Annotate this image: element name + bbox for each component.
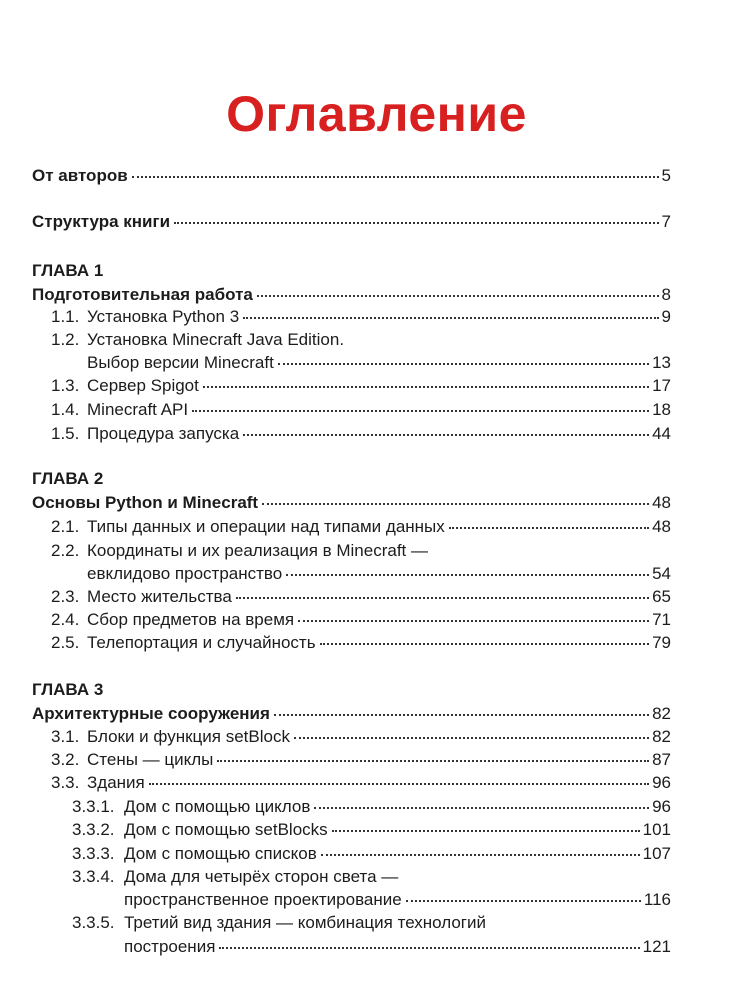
dot-leader	[217, 758, 649, 762]
section-number: 3.3.2.	[72, 820, 115, 839]
dot-leader	[219, 945, 639, 949]
toc-section-1-3[interactable]	[51, 375, 671, 397]
dot-leader	[332, 828, 640, 832]
toc-section-2-2-cont[interactable]	[87, 563, 671, 585]
dot-leader	[132, 174, 659, 178]
toc-subsection-3-3-2[interactable]	[72, 819, 671, 841]
section-label-continuation: Выбор версии Minecraft	[87, 353, 274, 372]
toc-page-number: 54	[652, 564, 671, 583]
toc-section-3-1[interactable]	[51, 726, 671, 748]
section-label: Координаты и их реализация в Minecraft —	[87, 541, 429, 560]
section-number: 3.3.3.	[72, 844, 115, 863]
toc-page-number: 87	[652, 750, 671, 769]
toc-page-number: 65	[652, 587, 671, 606]
dot-leader	[320, 641, 649, 645]
toc-page-number: 101	[642, 820, 671, 839]
toc-page-number: 18	[652, 400, 671, 419]
toc-page-number: 96	[652, 797, 671, 816]
section-number: 2.5.	[51, 633, 80, 652]
toc-page-number: 82	[652, 727, 671, 746]
chapter-heading: ГЛАВА 2	[32, 469, 104, 488]
toc-page-number: 5	[661, 166, 671, 185]
toc-page-number: 7	[661, 212, 671, 231]
page-title: Оглавление	[226, 86, 527, 142]
toc-section-1-2-cont[interactable]	[87, 352, 671, 374]
toc-section-2-4[interactable]	[51, 609, 671, 631]
section-number: 3.3.5.	[72, 913, 115, 932]
dot-leader	[174, 220, 659, 224]
section-label-continuation: евклидово пространство	[87, 564, 283, 583]
toc-page-number: 82	[652, 704, 671, 723]
section-label: Здания	[87, 773, 145, 792]
toc-page-number: 107	[642, 844, 671, 863]
toc-page-number: 71	[652, 610, 671, 629]
chapter-title: Подготовительная работа	[32, 285, 253, 304]
toc-subsection-3-3-1[interactable]	[72, 796, 671, 818]
toc-page-number: 13	[652, 353, 671, 372]
dot-leader	[274, 712, 649, 716]
dot-leader	[294, 735, 649, 739]
section-label: Телепортация и случайность	[87, 633, 316, 652]
dot-leader	[203, 384, 649, 388]
section-number: 1.5.	[51, 424, 80, 443]
dot-leader	[278, 361, 649, 365]
section-label: Установка Python 3	[87, 307, 240, 326]
section-label: Дом с помощью циклов	[124, 797, 311, 816]
toc-section-3-2[interactable]	[51, 749, 671, 771]
toc-section-2-2[interactable]	[51, 540, 428, 562]
section-number: 2.2.	[51, 541, 80, 560]
section-number: 3.2.	[51, 750, 80, 769]
section-number: 3.3.1.	[72, 797, 115, 816]
section-label: Типы данных и операции над типами данных	[87, 517, 445, 536]
toc-section-1-1[interactable]	[51, 306, 671, 328]
section-number: 2.3.	[51, 587, 80, 606]
chapter-title: Архитектурные сооружения	[32, 704, 270, 723]
section-label: Третий вид здания — комбинация технологий	[124, 913, 486, 932]
section-number: 3.1.	[51, 727, 80, 746]
dot-leader	[243, 432, 649, 436]
toc-page-number: 48	[652, 493, 671, 512]
section-label: Установка Minecraft Java Edition.	[87, 330, 345, 349]
section-number: 1.2.	[51, 330, 80, 349]
section-number: 1.1.	[51, 307, 80, 326]
toc-section-1-5[interactable]	[51, 423, 671, 445]
toc-subsection-3-3-3[interactable]	[72, 843, 671, 865]
toc-page-number: 116	[643, 890, 671, 909]
dot-leader	[406, 898, 641, 902]
section-number: 3.3.	[51, 773, 80, 792]
section-label: Место жительства	[87, 587, 232, 606]
section-label-continuation: построения	[124, 937, 216, 956]
toc-page-number: 44	[652, 424, 671, 443]
dot-leader	[321, 852, 640, 856]
dot-leader	[449, 525, 649, 529]
toc-section-1-4[interactable]	[51, 399, 671, 421]
dot-leader	[243, 315, 658, 319]
dot-leader	[236, 595, 649, 599]
chapter-heading: ГЛАВА 3	[32, 680, 104, 699]
toc-entry-label: От авторов	[32, 166, 128, 185]
toc-section-2-1[interactable]	[51, 516, 671, 538]
section-label: Стены — циклы	[87, 750, 214, 769]
dot-leader	[149, 781, 649, 785]
section-label: Блоки и функция setBlock	[87, 727, 290, 746]
section-number: 2.4.	[51, 610, 80, 629]
section-number: 1.3.	[51, 376, 80, 395]
section-label: Сбор предметов на время	[87, 610, 295, 629]
toc-entry-authors[interactable]	[32, 165, 671, 187]
dot-leader	[314, 805, 649, 809]
toc-subsection-3-3-4[interactable]	[72, 866, 398, 888]
dot-leader	[257, 293, 659, 297]
toc-page-number: 79	[652, 633, 671, 652]
section-label-continuation: пространственное проектирование	[124, 890, 402, 909]
toc-page-number: 121	[642, 937, 671, 956]
toc-page-number: 48	[652, 517, 671, 536]
toc-section-1-2[interactable]	[51, 329, 344, 351]
chapter-title: Основы Python и Minecraft	[32, 493, 259, 512]
toc-entry-book-structure[interactable]	[32, 211, 671, 233]
section-number: 3.3.4.	[72, 867, 115, 886]
toc-section-3-3[interactable]	[51, 772, 671, 794]
section-label: Minecraft API	[87, 400, 189, 419]
chapter-heading: ГЛАВА 1	[32, 261, 104, 280]
section-label: Сервер Spigot	[87, 376, 199, 395]
toc-page-number: 8	[661, 285, 671, 304]
toc-page-number: 9	[661, 307, 671, 326]
toc-page-number: 96	[652, 773, 671, 792]
toc-entry-label: Структура книги	[32, 212, 171, 231]
chapter-title-row[interactable]	[32, 492, 671, 514]
section-label: Дом с помощью setBlocks	[124, 820, 328, 839]
section-number: 2.1.	[51, 517, 80, 536]
dot-leader	[286, 572, 649, 576]
section-label: Дома для четырёх сторон света —	[124, 867, 399, 886]
dot-leader	[298, 618, 649, 622]
chapter-title-row[interactable]	[32, 703, 671, 725]
dot-leader	[192, 408, 649, 412]
section-label: Процедура запуска	[87, 424, 240, 443]
toc-page-number: 17	[652, 376, 671, 395]
section-label: Дом с помощью списков	[124, 844, 317, 863]
dot-leader	[262, 501, 649, 505]
toc-section-2-3[interactable]	[51, 586, 671, 608]
toc-section-2-5[interactable]	[51, 632, 671, 654]
chapter-title-row[interactable]	[32, 284, 671, 306]
toc-subsection-3-3-5-cont[interactable]	[124, 936, 671, 958]
toc-subsection-3-3-4-cont[interactable]	[124, 889, 671, 911]
section-number: 1.4.	[51, 400, 80, 419]
toc-subsection-3-3-5[interactable]	[72, 912, 486, 934]
